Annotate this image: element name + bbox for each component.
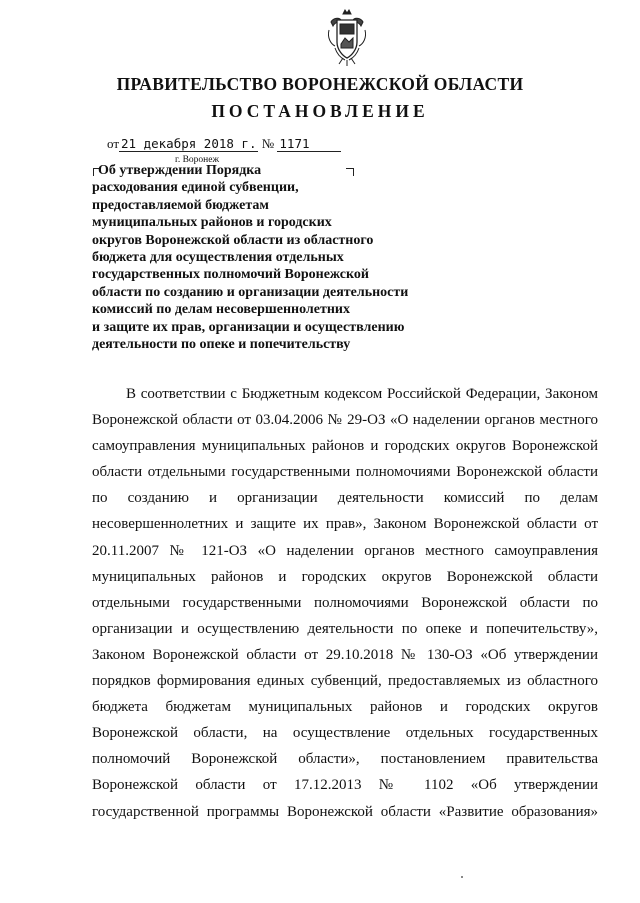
subject-line: и защите их прав, организации и осуществлению <box>92 319 405 335</box>
document-number: 1171 <box>277 136 341 152</box>
subject-line: государственных полномочий Воронежской <box>92 267 369 283</box>
subject-line: округов Воронежской области из областного <box>92 232 374 248</box>
subject-line: Об утверждении Порядка <box>98 163 262 178</box>
body-line: организации и осуществлению деятельности по опеке и попечительству», <box>92 620 598 637</box>
subject-line: расходования единой субвенции, <box>92 180 299 196</box>
body-line: Воронежской области, на осуществление отдельных государственных <box>92 725 598 742</box>
date-prefix: от <box>107 136 120 151</box>
document-date: 21 декабря 2018 г. <box>121 136 257 151</box>
government-title: ПРАВИТЕЛЬСТВО ВОРОНЕЖСКОЙ ОБЛАСТИ <box>116 74 524 94</box>
body-line: несовершеннолетних и защите их прав», Законом Воронежской области от <box>92 516 598 533</box>
body-line: по созданию и организации деятельности комиссий по делам <box>92 490 598 507</box>
body-line: государственной программы Воронежской области «Развитие образования» <box>92 803 598 820</box>
subject-line: предоставляемой бюджетам <box>92 197 269 213</box>
body-line: 20.11.2007 № 121-ОЗ «О наделении органов местного самоуправления <box>92 542 598 559</box>
city-label: г. Воронеж <box>175 155 220 165</box>
coat-of-arms-emblem <box>323 8 371 68</box>
body-line: бюджета бюджетам муниципальных районов и городских округов <box>92 699 598 716</box>
body-line: области отдельными государственными полномочиями Воронежской области <box>92 464 598 481</box>
body-line: порядков формирования единых субвенций, предоставляемых из областного <box>92 673 598 690</box>
subject-line: бюджета для осуществления отдельных <box>92 250 344 266</box>
subject-line: муниципальных районов и городских <box>92 215 332 231</box>
date-number-line <box>107 136 341 152</box>
document-subject <box>92 162 442 353</box>
body-line: Законом Воронежской области от 29.10.2018 № 130-ОЗ «Об утверждении <box>92 646 598 663</box>
document-type: ПОСТАНОВЛЕНИЕ <box>211 101 429 121</box>
subject-line: деятельности по опеке и попечительству <box>92 337 351 353</box>
body-line: полномочий Воронежской области», постановлением правительства <box>92 751 598 768</box>
subject-line: области по созданию и организации деятельности <box>92 284 409 300</box>
document-body <box>92 381 598 825</box>
body-line: самоуправления муниципальных районов и городских округов Воронежской <box>92 438 598 455</box>
scan-speck <box>461 876 463 878</box>
number-prefix: № <box>261 136 275 151</box>
body-line: отдельными государственными полномочиями Воронежской области по <box>92 594 598 611</box>
subject-line: комиссий по делам несовершеннолетних <box>92 302 350 318</box>
body-line: муниципальных районов и городских округов Воронежской области <box>92 568 598 585</box>
body-line: Воронежской области от 03.04.2006 № 29-ОЗ «О наделении органов местного <box>92 412 598 429</box>
body-line: В соответствии с Бюджетным кодексом Российской Федерации, Законом <box>126 386 598 402</box>
body-line: Воронежской области от 17.12.2013 № 1102 «Об утверждении <box>92 777 598 794</box>
